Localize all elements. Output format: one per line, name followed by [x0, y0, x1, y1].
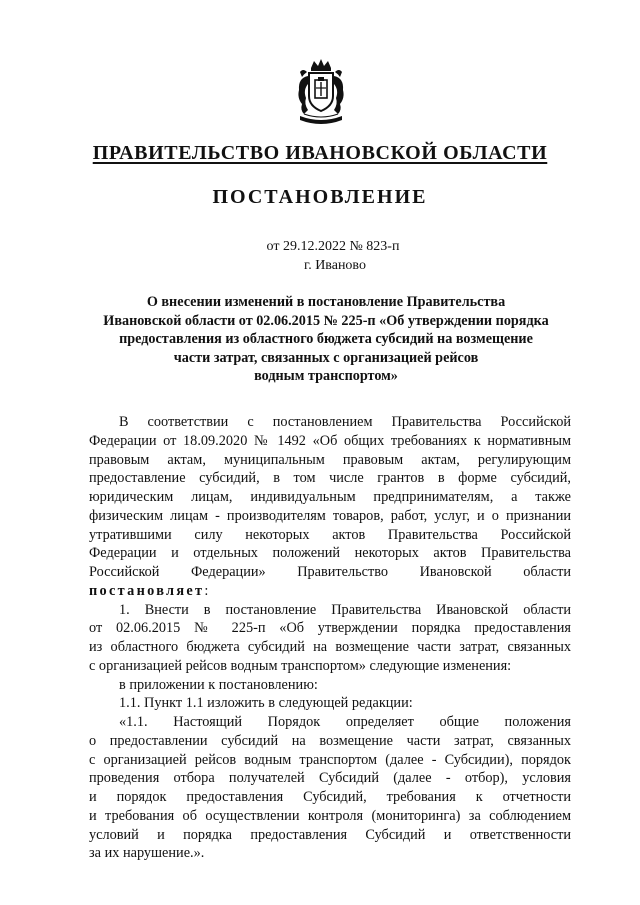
body-line: правовым актам, муниципальным правовым актам, регулирующим [89, 451, 571, 468]
city: г. Иваново [304, 258, 366, 273]
body-line: и порядок предоставления Субсидий, требования к отчетности [89, 789, 571, 805]
body-line: за их нарушение.». [89, 845, 205, 862]
body-line: 1.1. Пункт 1.1 изложить в следующей редакции: [119, 695, 413, 712]
body-line: с организацией рейсов водным транспортом» следующие изменения: [89, 657, 512, 674]
body-line: утратившими силу некоторых актов Правительства Российской [89, 526, 571, 543]
body-line: В соответствии с постановлением Правительства Российской [119, 414, 571, 430]
government-title: ПРАВИТЕЛЬСТВО ИВАНОВСКОЙ ОБЛАСТИ [92, 142, 548, 164]
resolves-colon: : [204, 582, 209, 599]
resolves-word: постановляет [89, 582, 205, 599]
body-line: условий и порядка предоставления Субсидий и ответственности [89, 826, 571, 843]
body-line: и требования об осуществлении контроля (мониторинга) за соблюдением [89, 807, 571, 824]
body-line: Федерации от 18.09.2020 № 1492 «Об общих требованиях к нормативным [89, 432, 571, 449]
body-line: юридическим лицам, индивидуальным предпринимателям, а также [89, 489, 571, 505]
body-line: в приложении к постановлению: [119, 676, 318, 693]
document-body [89, 413, 571, 863]
date-number: от 29.12.2022 № 823-п [266, 239, 400, 254]
subject-line: водным транспортом» [254, 368, 398, 385]
body-line: из областного бюджета субсидий на возмещение части затрат, связанных [89, 639, 571, 655]
body-line: Российской Федерации» Правительство Ивановской области [89, 564, 571, 580]
subject-line: предоставления из областного бюджета субсидий на возмещение [119, 331, 533, 348]
ivanovo-coat-of-arms-icon [294, 58, 348, 126]
body-line: предоставление субсидий, в том числе грантов в форме субсидий, [89, 470, 571, 487]
body-line: от 02.06.2015 № 225-п «Об утверждении порядка предоставления [89, 620, 571, 637]
body-line: проведения отбора получателей Субсидий (далее - отбор), условия [89, 770, 571, 787]
subject-line: Ивановской области от 02.06.2015 № 225-п «Об утверждении порядка [103, 312, 549, 329]
body-line: «1.1. Настоящий Порядок определяет общие положения [119, 714, 571, 730]
body-line: физическим лицам - производителям товаров, работ, услуг, и о признании [89, 507, 571, 524]
body-line: 1. Внести в постановление Правительства Ивановской области [119, 601, 571, 618]
body-line: о предоставлении субсидий на возмещение части затрат, связанных [89, 732, 571, 749]
subject-heading [86, 293, 566, 386]
body-line: Федерации и отдельных положений некоторых актов Правительства [89, 545, 571, 562]
subject-line: О внесении изменений в постановление Правительства [146, 294, 506, 310]
document-type-title: ПОСТАНОВЛЕНИЕ [212, 186, 428, 208]
subject-line: части затрат, связанных с организацией рейсов [173, 349, 479, 366]
resolves-line [89, 582, 571, 601]
body-line: с организацией рейсов водным транспортом (далее - Субсидии), порядок [89, 751, 571, 768]
